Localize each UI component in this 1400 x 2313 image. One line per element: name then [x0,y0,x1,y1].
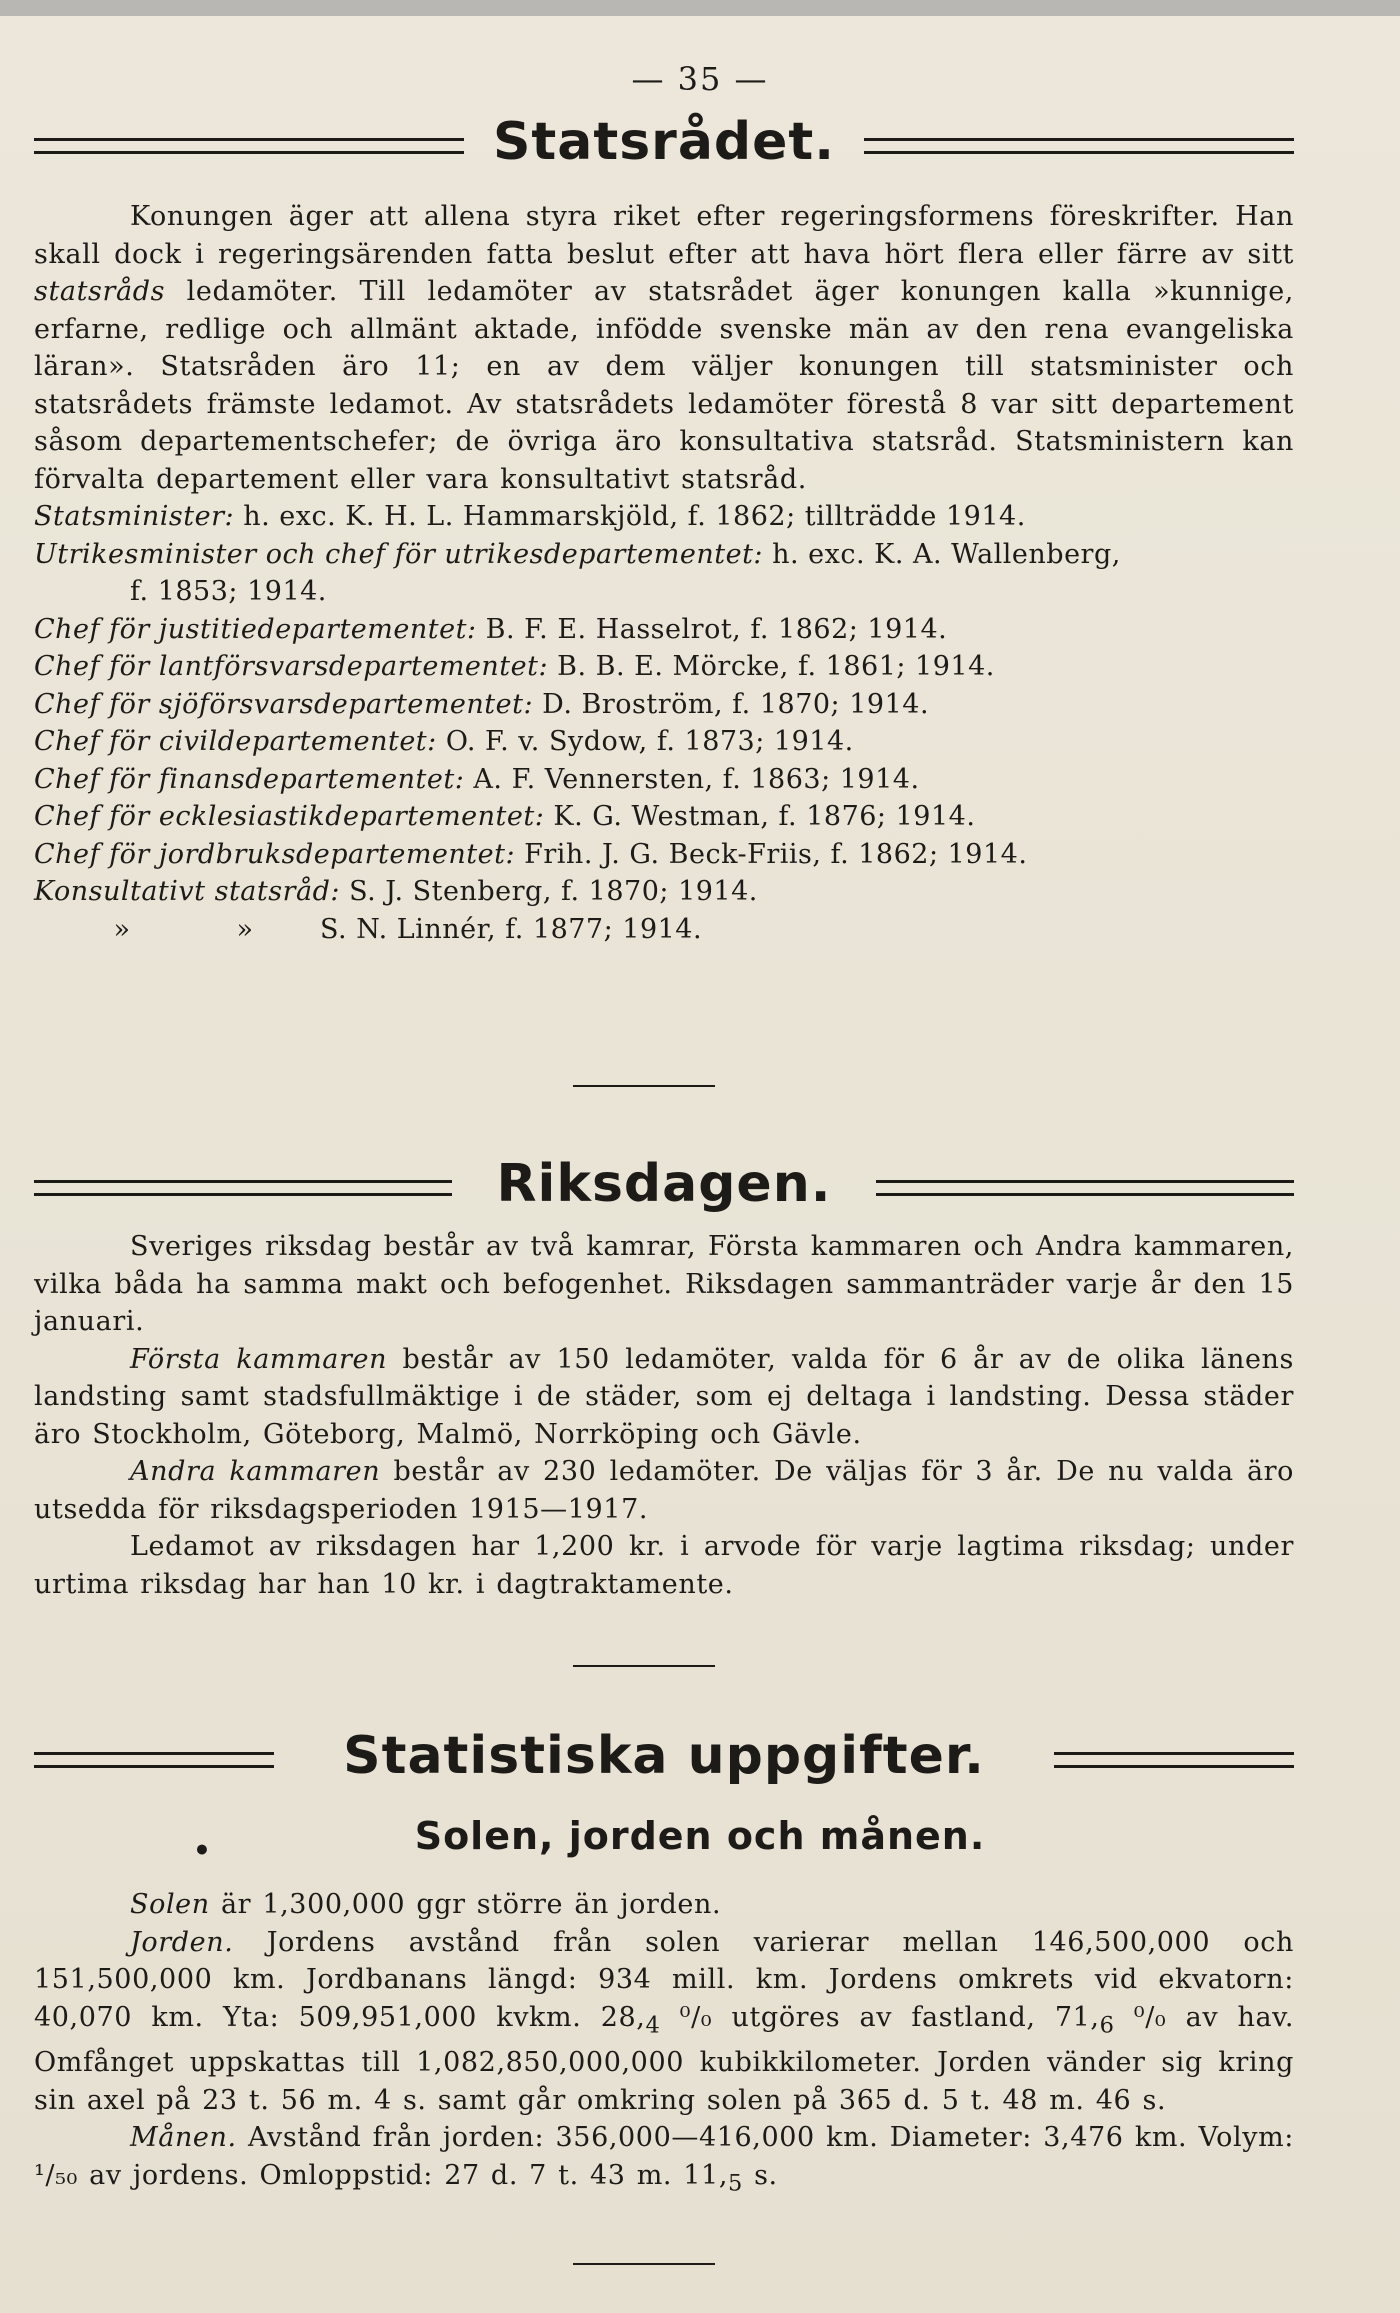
stray-bullet: • [193,1834,211,1867]
member-entry: Statsminister: h. exc. K. H. L. Hammarskjöld, f. 1862; tillträdde 1914. [34,501,1026,532]
heading-rule-right [876,1180,1294,1196]
riksdagen-p3: Andra kammaren består av 230 ledamöter. De väljas för 3 år. De nu valda äro utsedda för riksdagsperioden 1915—1917. [34,1456,1294,1525]
statistik-heading [34,1726,1294,1786]
riksdagen-p2: Första kammaren består av 150 ledamöter, valda för 6 år av de olika länens landsting samt stadsfullmäktige i de städer, som ej deltaga i landsting. Dessa städer äro Stockholm, Göteborg, Malmö, Norrköping och Gävle. [34,1343,1294,1450]
scan-top-edge [0,0,1400,16]
member-entry: Konsultativt statsråd: S. J. Stenberg, f. 1870; 1914. [34,876,758,907]
section-divider [573,1085,715,1087]
manen-paragraph: Månen. Avstånd från jorden: 356,000—416,000 km. Diameter: 3,476 km. Volym: ¹/₅₀ av jordens. Omloppstid: 27 d. 7 t. 43 m. $11,_5$ s. [34,2122,1294,2197]
member-entry: Chef för lantförsvarsdepartementet: B. B. E. Mörcke, f. 1861; 1914. [34,651,995,682]
member-entry: Chef för finansdepartementet: A. F. Vennersten, f. 1863; 1914. [34,763,920,795]
section-divider [573,1665,715,1667]
ditto-mark: » [236,913,254,945]
solen-paragraph: Solen är 1,300,000 ggr större än jorden. [130,1889,722,1920]
member-entry: Chef för jordbruksdepartementet: Frih. J. G. Beck-Friis, f. 1862; 1914. [34,838,1028,870]
statsradet-heading [34,112,1294,172]
riksdagen-heading [34,1154,1294,1214]
riksdagen-p4: Ledamot av riksdagen har 1,200 kr. i arvode för varje lagtima riksdag; under urtima riksdag har han 10 kr. i dagtraktamente. [34,1531,1294,1600]
statsradet-intro: Konungen äger att allena styra riket efter regeringsformens föreskrifter. Han skall dock i regeringsärenden fatta beslut efter att hava hört flera eller färre av sitt statsråds ledamöter. Till ledamöter av statsrådet äger konungen kalla »kunnige, erfarne, redlige och allmänt aktade, infödde svenske män av den rena evangeliska läran». Statsråden äro 11; en av dem väljer konungen till statsminister och statsrådets främste ledamot. Av statsrådets ledamöter förestå 8 var sitt departement såsom departementschefer; de övriga äro konsultativa statsråd. Statsministern kan förvalta departement eller vara konsultativt statsråd. [34,201,1294,495]
member-entry-ditto: » » S. N. Linnér, f. 1877; 1914. [34,911,1294,949]
statsradet-body [34,198,1294,948]
jorden-paragraph: Jorden. Jordens avstånd från solen varierar mellan 146,500,000 och 151,500,000 km. Jordbanans längd: 934 mill. km. Jordens omkrets vid ekvatorn: 40,070 km. Yta: 509,951,000 kvkm. $28,_4$ ⁰/₀ utgöres av fastland, $71,_6$ ⁰/₀ av hav. Omfånget uppskattas till 1,082,850,000,000 kubikkilometer. Jorden vänder sig kring sin axel på 23 t. 56 m. 4 s. samt går omkring solen på 365 d. 5 t. 48 m. 46 s. [34,1926,1294,2116]
member-entry: Chef för ecklesiastikdepartementet: K. G. Westman, f. 1876; 1914. [34,801,976,832]
statsradet-members [34,498,1294,948]
riksdagen-p1: Sveriges riksdag består av två kamrar, Första kammaren och Andra kammaren, vilka båda ha samma makt och befogenhet. Riksdagen sammanträder varje år den 15 januari. [34,1231,1294,1337]
statsradet-title: Statsrådet. [492,112,836,172]
page-number: — 35 — [631,60,769,98]
statistik-subtitle: Solen, jorden och månen. [414,1814,986,1858]
riksdagen-title: Riksdagen. [496,1154,832,1214]
member-entry: Chef för justitiedepartementet: B. F. E. Hasselrot, f. 1862; 1914. [34,613,948,645]
member-entry: Chef för civildepartementet: O. F. v. Sydow, f. 1873; 1914. [34,726,854,757]
statistik-title: Statistiska uppgifter. [343,1726,985,1786]
riksdagen-body [34,1228,1294,1603]
member-entry: Chef för sjöförsvarsdepartementet: D. Broström, f. 1870; 1914. [34,688,930,720]
heading-rule-right [1054,1752,1294,1768]
member-entry: Utrikesminister och chef för utrikesdepartementet: h. exc. K. A. Wallenberg, f. 1853; 1914. [34,538,1121,607]
section-divider [573,2263,715,2265]
heading-rule-right [864,138,1294,154]
statistik-body [34,1886,1294,2203]
ditto-mark: » [113,913,131,945]
